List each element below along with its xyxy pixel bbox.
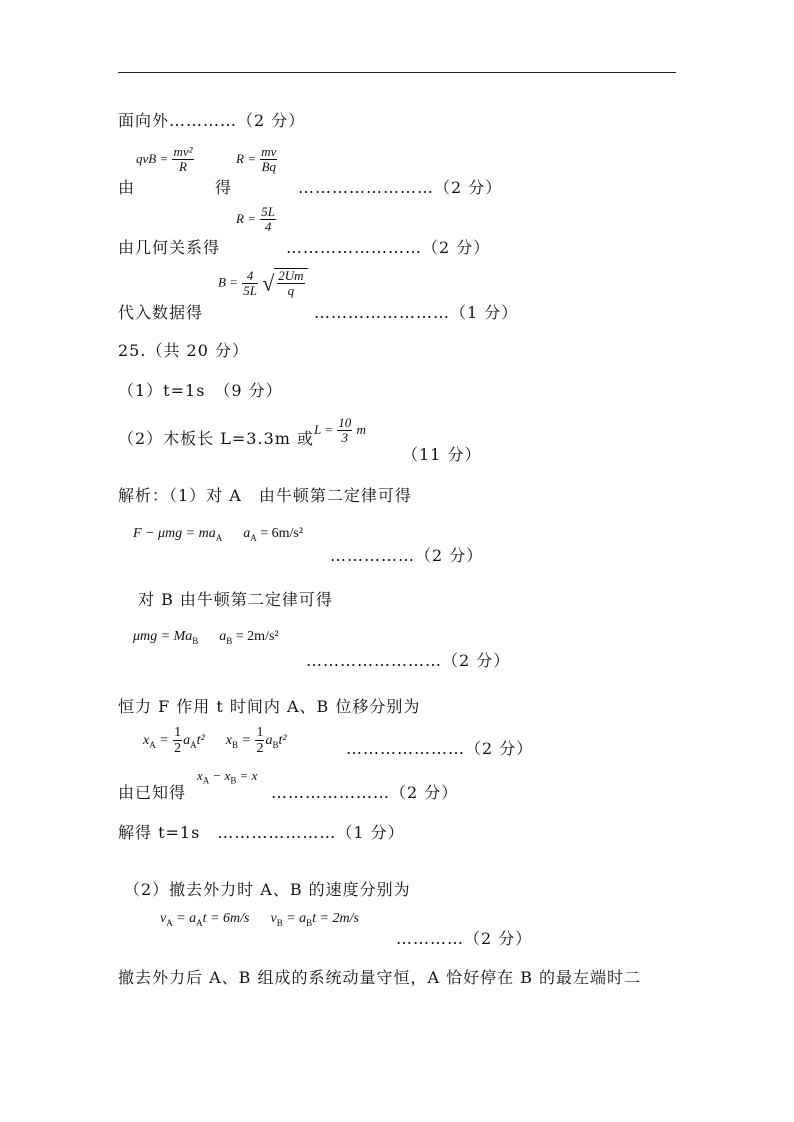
denominator: 3 <box>341 430 349 446</box>
top-rule <box>118 72 676 73</box>
score-line-7: …………………（2 分） <box>346 739 534 758</box>
equation-known <box>197 768 257 786</box>
fraction <box>255 725 264 757</box>
subscript: B <box>192 635 199 646</box>
denominator: 2 <box>174 741 182 757</box>
fraction <box>260 145 277 175</box>
eq-part: a <box>183 733 191 749</box>
equation-L <box>314 416 366 446</box>
subscript: B <box>276 917 283 928</box>
score-line-4: ……………………（1 分） <box>314 303 519 322</box>
question-25: 25.（共 20 分） <box>118 341 249 360</box>
eq-part: x <box>143 733 150 749</box>
numerator: 1 <box>174 725 182 740</box>
eq-part: x <box>197 768 203 783</box>
score-line-9: …………（2 分） <box>396 929 533 948</box>
text-line-1: 面向外…………（2 分） <box>118 111 306 130</box>
subscript: A <box>215 532 223 543</box>
denominator: 4 <box>264 219 272 235</box>
eq-part: a <box>243 526 251 541</box>
numerator: 1 <box>256 725 264 740</box>
score-line-2: ……………………（2 分） <box>298 178 503 197</box>
denominator: Bq <box>261 159 277 175</box>
eq-part: t = 2m/s <box>312 911 359 926</box>
eq-part: = 6m/s² <box>260 526 304 541</box>
eq-part: a <box>265 733 273 749</box>
for-B-text: 对 B 由牛顿第二定律可得 <box>138 590 333 609</box>
eq-part: F − μmg = ma <box>133 526 216 541</box>
equation-displacements <box>143 725 287 757</box>
numerator: mv² <box>173 144 193 159</box>
equation-R <box>236 145 278 175</box>
part-2-text: （2）撤去外力时 A、B 的速度分别为 <box>124 880 411 899</box>
equation-newton-A <box>133 526 303 543</box>
eq-part: − x <box>212 768 231 783</box>
displacement-text: 恒力 F 作用 t 时间内 A、B 位移分别为 <box>118 697 421 716</box>
fraction <box>173 725 182 757</box>
radical-sign: √ <box>262 270 275 296</box>
eq-part: R = <box>236 150 256 166</box>
known-prefix: 由已知得 <box>118 783 187 802</box>
eq-part: t² <box>196 733 205 749</box>
eq-part: v <box>160 911 167 926</box>
text-line-3-prefix: 由几何关系得 <box>118 238 221 257</box>
eq-part: L = <box>314 421 334 437</box>
numerator: 10 <box>338 415 352 430</box>
score-line-3: ……………………（2 分） <box>286 238 491 257</box>
solve-t: 解得 t=1s …………………（1 分） <box>118 823 405 842</box>
denominator: q <box>287 283 295 299</box>
eq-part: = <box>241 733 251 749</box>
eq-part: = x <box>239 768 258 783</box>
subscript: B <box>231 739 238 750</box>
denominator: 2 <box>256 741 264 757</box>
answer-2-prefix: （2）木板长 L=3.3m 或 <box>118 429 315 448</box>
subscript: A <box>250 532 257 543</box>
eq-part: qvB = <box>136 150 169 166</box>
subscript: B <box>226 635 233 646</box>
score-line-5: ……………（2 分） <box>330 546 484 565</box>
numerator: 4 <box>242 269 258 284</box>
denominator: 5L <box>243 282 257 298</box>
numerator: 2Um <box>278 268 304 283</box>
text-line-4-prefix: 代入数据得 <box>118 303 204 322</box>
text-line-2-prefix: 由 <box>118 178 136 197</box>
eq-part: = a <box>176 911 197 926</box>
subscript: A <box>166 917 173 928</box>
eq-part: = 2m/s² <box>235 629 279 644</box>
solution-title: 解析：（1）对 A 由牛顿第二定律可得 <box>118 486 412 505</box>
eq-part: = <box>159 733 169 749</box>
equation-R-geom <box>236 205 277 235</box>
score-line-8: …………………（2 分） <box>271 783 459 802</box>
subscript: A <box>149 739 156 750</box>
eq-part: m <box>356 421 366 437</box>
subscript: B <box>230 775 237 786</box>
answer-2-score: （11 分） <box>402 445 482 464</box>
eq-part: t² <box>278 733 287 749</box>
equation-B <box>218 268 308 299</box>
subscript: B <box>306 917 313 928</box>
fraction <box>242 269 258 299</box>
eq-part: B = <box>218 274 238 290</box>
eq-part: R = <box>236 210 256 226</box>
eq-part: v <box>270 911 277 926</box>
fraction <box>260 205 276 235</box>
fraction <box>337 416 352 446</box>
equation-velocities <box>160 911 359 928</box>
equation-newton-B <box>133 629 279 646</box>
numerator: mv <box>261 144 277 159</box>
radicand <box>274 268 307 299</box>
subscript: A <box>190 739 197 750</box>
eq-part: = a <box>286 911 307 926</box>
subscript: A <box>196 917 203 928</box>
denominator: R <box>179 159 187 175</box>
eq-part: x <box>225 733 232 749</box>
last-line: 撤去外力后 A、B 组成的系统动量守恒，A 恰好停在 B 的最左端时二 <box>118 968 642 987</box>
subscript: B <box>272 739 279 750</box>
eq-part: μmg = Ma <box>133 629 193 644</box>
fraction <box>277 269 304 299</box>
subscript: A <box>202 775 210 786</box>
text-line-2-mid: 得 <box>215 178 233 197</box>
answer-1: （1）t=1s （9 分） <box>118 381 283 400</box>
numerator: 5L <box>261 204 275 219</box>
equation-qvB <box>136 145 195 175</box>
eq-part: a <box>219 629 227 644</box>
score-line-6: ……………………（2 分） <box>306 651 511 670</box>
fraction <box>172 145 193 175</box>
eq-part: t = 6m/s <box>202 911 250 926</box>
